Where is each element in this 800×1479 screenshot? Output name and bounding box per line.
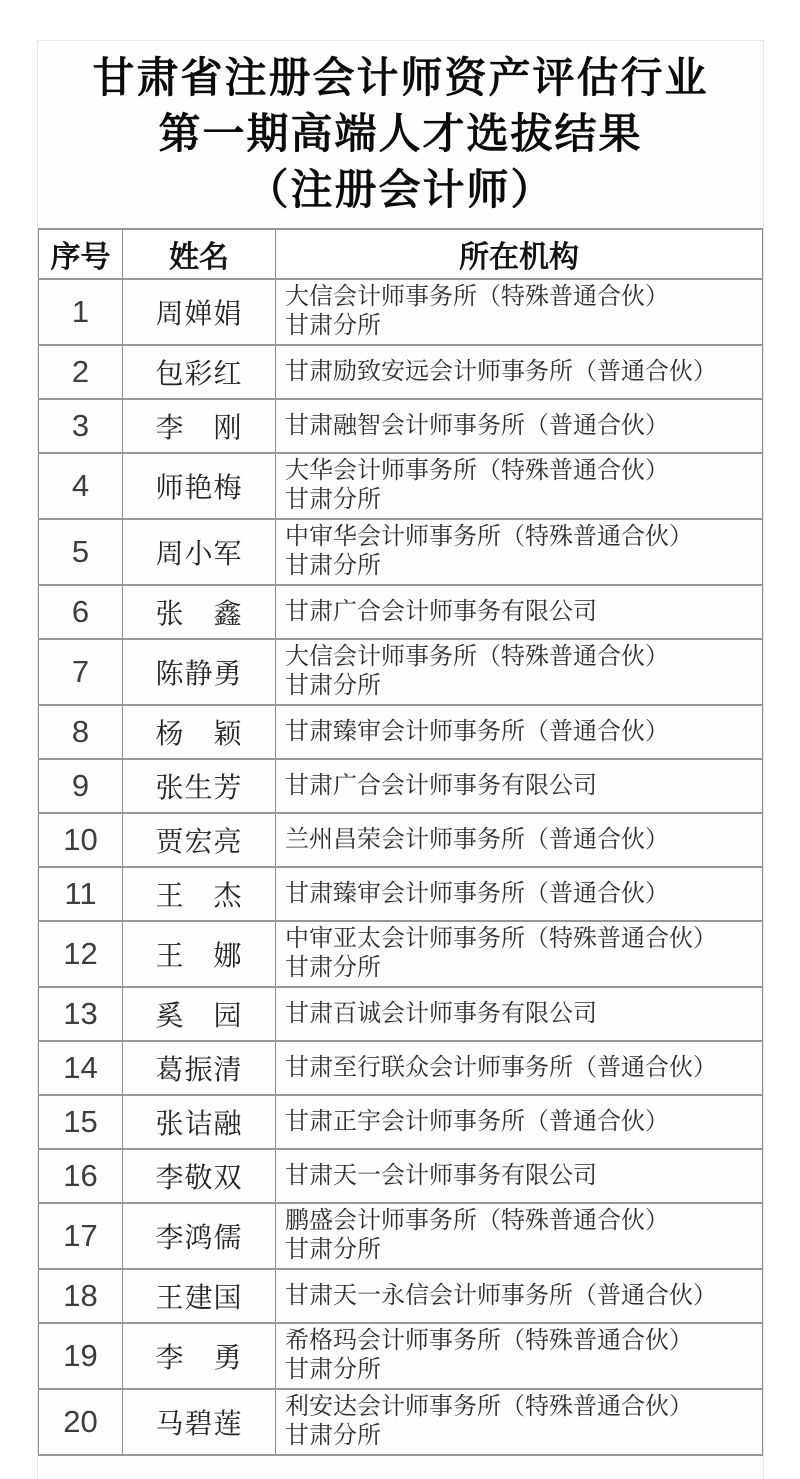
row-person-name: 王 杰 bbox=[123, 867, 276, 921]
row-serial-number: 10 bbox=[39, 813, 123, 867]
row-organization bbox=[276, 585, 763, 639]
title-line-3: （注册会计师） bbox=[246, 168, 555, 214]
org-line: 甘肃分所 bbox=[285, 313, 381, 339]
org-line: 兰州昌荣会计师事务所（普通合伙） bbox=[285, 826, 669, 853]
table-row bbox=[39, 759, 763, 813]
table-row bbox=[39, 987, 763, 1041]
row-person-name: 师艳梅 bbox=[123, 453, 276, 519]
org-line: 甘肃臻审会计师事务所（普通合伙） bbox=[285, 718, 669, 745]
row-person-name: 李 刚 bbox=[123, 399, 276, 453]
row-person-name: 李 勇 bbox=[123, 1323, 276, 1389]
row-person-name: 葛振清 bbox=[123, 1041, 276, 1095]
row-serial-number: 8 bbox=[39, 705, 123, 759]
row-serial-number: 11 bbox=[39, 867, 123, 921]
org-line: 甘肃天一会计师事务有限公司 bbox=[285, 1162, 597, 1189]
org-line: 中审亚太会计师事务所（特殊普通合伙） bbox=[285, 926, 717, 952]
row-serial-number: 20 bbox=[39, 1389, 123, 1455]
row-organization bbox=[276, 1389, 763, 1455]
table-row bbox=[39, 1095, 763, 1149]
table-row bbox=[39, 519, 763, 585]
table-row bbox=[39, 1149, 763, 1203]
row-organization bbox=[276, 453, 763, 519]
row-serial-number: 19 bbox=[39, 1323, 123, 1389]
org-line: 甘肃天一永信会计师事务所（普通合伙） bbox=[285, 1282, 717, 1309]
document-page bbox=[37, 40, 764, 1479]
row-serial-number: 18 bbox=[39, 1269, 123, 1323]
table-row bbox=[39, 345, 763, 399]
row-serial-number: 2 bbox=[39, 345, 123, 399]
row-serial-number: 15 bbox=[39, 1095, 123, 1149]
row-organization bbox=[276, 399, 763, 453]
org-line: 甘肃分所 bbox=[285, 1237, 381, 1263]
row-serial-number: 6 bbox=[39, 585, 123, 639]
row-serial-number: 13 bbox=[39, 987, 123, 1041]
org-line: 大华会计师事务所（特殊普通合伙） bbox=[285, 458, 669, 484]
table-row bbox=[39, 1323, 763, 1389]
row-organization bbox=[276, 519, 763, 585]
row-organization bbox=[276, 1149, 763, 1203]
row-person-name: 周小军 bbox=[123, 519, 276, 585]
row-serial-number: 14 bbox=[39, 1041, 123, 1095]
row-organization bbox=[276, 867, 763, 921]
table-row bbox=[39, 585, 763, 639]
row-serial-number: 17 bbox=[39, 1203, 123, 1269]
row-person-name: 包彩红 bbox=[123, 345, 276, 399]
row-organization bbox=[276, 345, 763, 399]
table-row bbox=[39, 453, 763, 519]
row-person-name: 陈静勇 bbox=[123, 639, 276, 705]
row-organization bbox=[276, 987, 763, 1041]
row-organization bbox=[276, 759, 763, 813]
row-organization bbox=[276, 1323, 763, 1389]
org-line: 利安达会计师事务所（特殊普通合伙） bbox=[285, 1394, 693, 1420]
org-line: 甘肃正宇会计师事务所（普通合伙） bbox=[285, 1108, 669, 1135]
column-header-serial: 序号 bbox=[39, 229, 123, 279]
row-person-name: 李敬双 bbox=[123, 1149, 276, 1203]
document-title bbox=[38, 41, 763, 219]
row-organization bbox=[276, 1269, 763, 1323]
table-row bbox=[39, 1041, 763, 1095]
row-organization bbox=[276, 639, 763, 705]
row-organization bbox=[276, 921, 763, 987]
row-person-name: 贾宏亮 bbox=[123, 813, 276, 867]
row-organization bbox=[276, 279, 763, 345]
table-row bbox=[39, 399, 763, 453]
org-line: 大信会计师事务所（特殊普通合伙） bbox=[285, 284, 669, 310]
table-row bbox=[39, 813, 763, 867]
row-person-name: 张 鑫 bbox=[123, 585, 276, 639]
row-organization bbox=[276, 1203, 763, 1269]
org-line: 甘肃融智会计师事务所（普通合伙） bbox=[285, 412, 669, 439]
title-line-1: 甘肃省注册会计师资产评估行业 bbox=[92, 56, 709, 102]
org-line: 鹏盛会计师事务所（特殊普通合伙） bbox=[285, 1208, 669, 1234]
row-person-name: 李鸿儒 bbox=[123, 1203, 276, 1269]
row-organization bbox=[276, 813, 763, 867]
org-line: 大信会计师事务所（特殊普通合伙） bbox=[285, 644, 669, 670]
org-line: 甘肃分所 bbox=[285, 673, 381, 699]
org-line: 甘肃分所 bbox=[285, 487, 381, 513]
row-person-name: 马碧莲 bbox=[123, 1389, 276, 1455]
row-serial-number: 5 bbox=[39, 519, 123, 585]
org-line: 甘肃广合会计师事务有限公司 bbox=[285, 598, 597, 625]
table-row bbox=[39, 279, 763, 345]
table-row bbox=[39, 867, 763, 921]
org-line: 希格玛会计师事务所（特殊普通合伙） bbox=[285, 1328, 693, 1354]
row-serial-number: 4 bbox=[39, 453, 123, 519]
row-person-name: 张诘融 bbox=[123, 1095, 276, 1149]
org-line: 甘肃分所 bbox=[285, 553, 381, 579]
table-row bbox=[39, 639, 763, 705]
table-body bbox=[39, 279, 763, 1455]
row-organization bbox=[276, 1041, 763, 1095]
org-line: 甘肃励致安远会计师事务所（普通合伙） bbox=[285, 358, 717, 385]
column-header-name: 姓名 bbox=[123, 229, 276, 279]
table-row bbox=[39, 1389, 763, 1455]
row-person-name: 王 娜 bbox=[123, 921, 276, 987]
org-line: 甘肃分所 bbox=[285, 1357, 381, 1383]
row-serial-number: 7 bbox=[39, 639, 123, 705]
org-line: 甘肃百诚会计师事务有限公司 bbox=[285, 1000, 597, 1027]
table-row bbox=[39, 1269, 763, 1323]
row-organization bbox=[276, 705, 763, 759]
row-serial-number: 12 bbox=[39, 921, 123, 987]
org-line: 甘肃广合会计师事务有限公司 bbox=[285, 772, 597, 799]
org-line: 甘肃至行联众会计师事务所（普通合伙） bbox=[285, 1054, 717, 1081]
org-line: 甘肃分所 bbox=[285, 955, 381, 981]
row-organization bbox=[276, 1095, 763, 1149]
org-line: 甘肃分所 bbox=[285, 1423, 381, 1449]
row-person-name: 杨 颖 bbox=[123, 705, 276, 759]
table-row bbox=[39, 705, 763, 759]
org-line: 甘肃臻审会计师事务所（普通合伙） bbox=[285, 880, 669, 907]
column-header-organization: 所在机构 bbox=[276, 229, 763, 279]
results-table bbox=[38, 228, 763, 1456]
org-line: 中审华会计师事务所（特殊普通合伙） bbox=[285, 524, 693, 550]
table-row bbox=[39, 1203, 763, 1269]
row-person-name: 张生芳 bbox=[123, 759, 276, 813]
row-person-name: 奚 园 bbox=[123, 987, 276, 1041]
row-serial-number: 16 bbox=[39, 1149, 123, 1203]
row-serial-number: 3 bbox=[39, 399, 123, 453]
title-line-2: 第一期高端人才选拔结果 bbox=[158, 112, 643, 158]
row-serial-number: 9 bbox=[39, 759, 123, 813]
row-person-name: 周婵娟 bbox=[123, 279, 276, 345]
row-person-name: 王建国 bbox=[123, 1269, 276, 1323]
table-row bbox=[39, 921, 763, 987]
row-serial-number: 1 bbox=[39, 279, 123, 345]
header-row bbox=[39, 229, 763, 279]
